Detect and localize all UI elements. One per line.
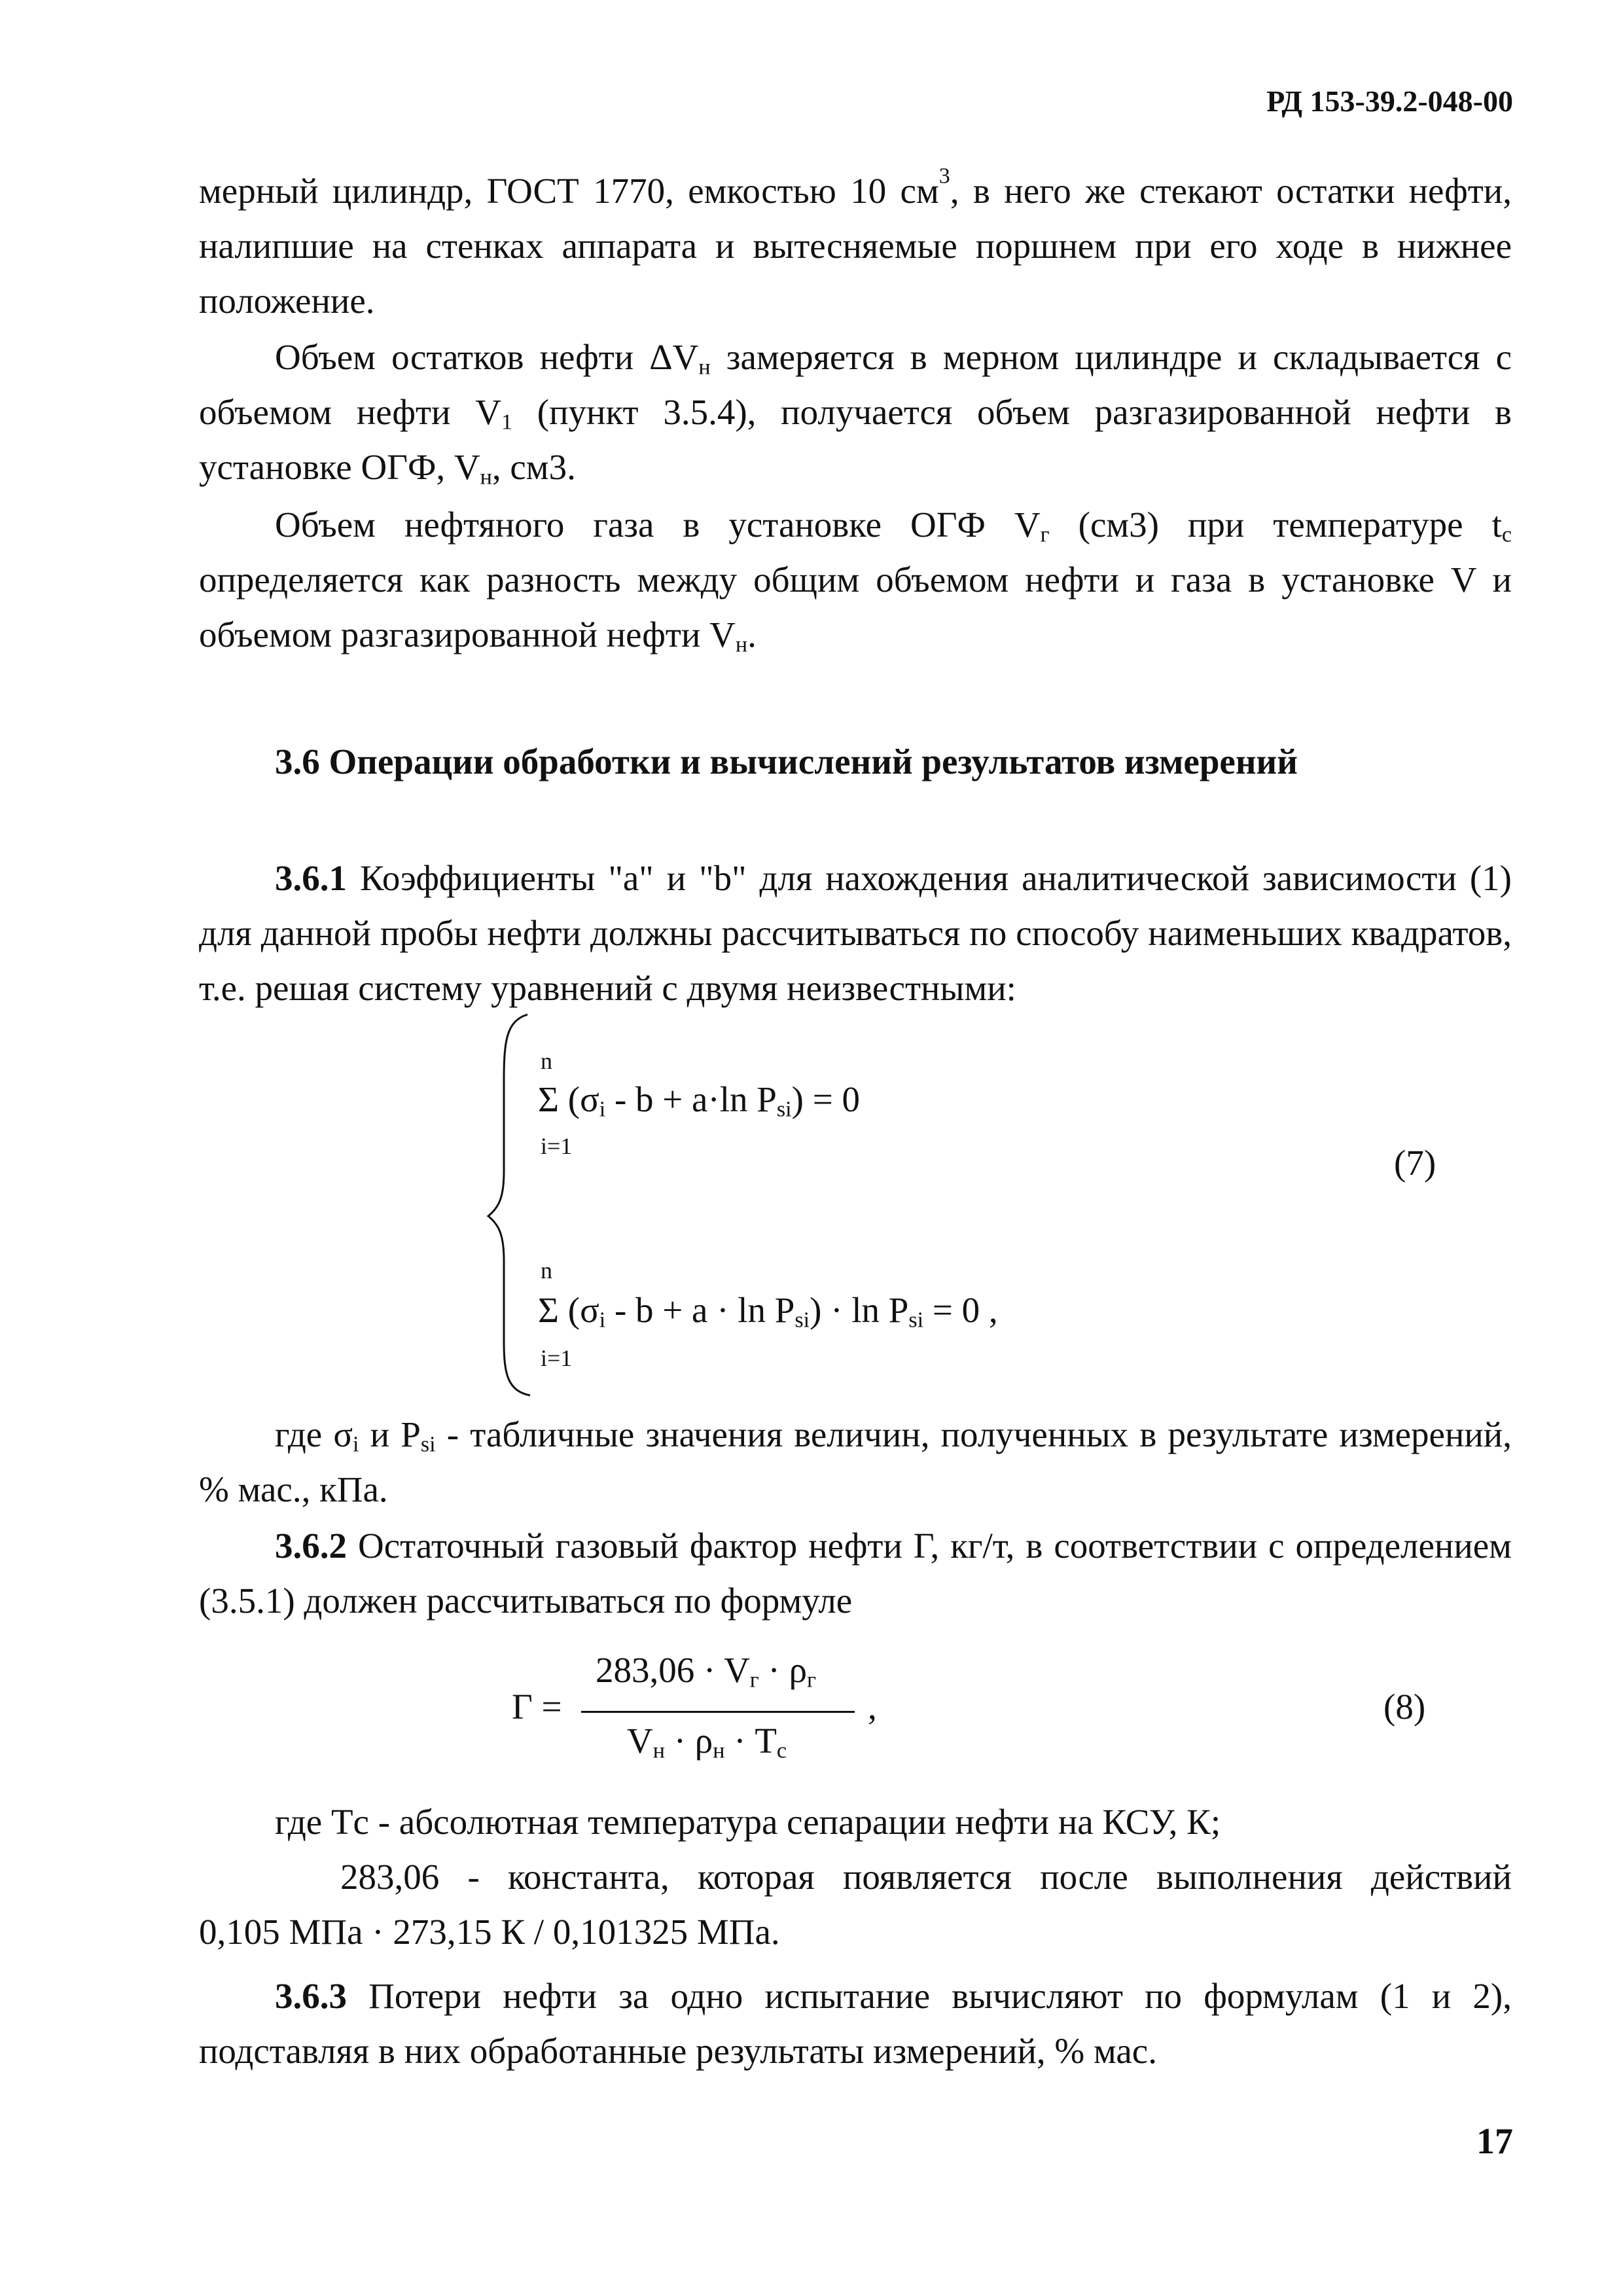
eq8-lhs: Г = <box>512 1687 562 1727</box>
eq7-l2b-sub: si <box>794 1308 810 1333</box>
eq8-den-c: · T <box>724 1721 777 1761</box>
eq8-num-a: 283,06 · V <box>596 1650 750 1690</box>
constant-explanation: 283,06 - константа, которая появляется после выполнения действий <box>340 1857 1512 1897</box>
clause-number: 3.6.3 <box>275 1976 347 2016</box>
w1-a-sub: i <box>353 1432 359 1457</box>
w1-b-sub: si <box>420 1432 436 1457</box>
clause-text: Коэффициенты "a" и "b" для нахождения аналитической зависимости (1) для данной пробы нефти должны рассчитываться по способу наименьших квадратов, т.е. решая систему уравнений с двумя неизвестными: <box>199 858 1512 1008</box>
eq8-den-a-sub: н <box>652 1738 665 1763</box>
fraction-bar <box>581 1711 855 1713</box>
eq7-l2b: - b + a · ln P <box>605 1290 795 1330</box>
w1-b: и P <box>359 1414 421 1454</box>
p3-a: Объем нефтяного газа в установке ОГФ V <box>275 505 1041 545</box>
eq8-num-b: · ρ <box>758 1650 808 1690</box>
eq8-num-a-sub: г <box>749 1668 759 1693</box>
p2-b: замеряется в мерном цилиндре и складывается с объемом нефти V <box>199 337 1512 432</box>
eq7-l2c-sub: si <box>908 1308 924 1333</box>
eq8-den-b-sub: н <box>713 1738 725 1763</box>
eq7-l2a-sub: i <box>599 1308 606 1333</box>
eq8-denominator <box>627 1720 787 1761</box>
constant-formula: 0,105 МПа · 273,15 К / 0,101325 МПа. <box>199 1912 780 1952</box>
paragraph-3-6-3 <box>199 1969 1512 2079</box>
eq7-lower-limit-2: i=1 <box>541 1345 573 1371</box>
document-code: РД 153-39.2-048-00 <box>1266 84 1513 118</box>
p3-b: (см3) при температуре t <box>1049 505 1502 545</box>
eq7-l1a-sub: i <box>599 1097 606 1122</box>
p3-b-sub: с <box>1501 522 1512 547</box>
p2-d: , см3. <box>491 447 576 487</box>
eq7-l2c: ) · ln P <box>810 1290 909 1330</box>
p2-c: (пункт 3.5.4), получается объем разгазированной нефти в установке ОГФ, V <box>199 392 1512 487</box>
clause-number: 3.6.1 <box>275 858 347 898</box>
eq8-numerator <box>596 1649 816 1691</box>
eq8-den-b: · ρ <box>664 1721 713 1761</box>
eq7-l2d: = 0 , <box>923 1290 998 1330</box>
eq7-number: (7) <box>1394 1143 1436 1183</box>
section-heading: 3.6 Операции обработки и вычислений результатов измерений <box>275 742 1298 781</box>
paragraph-3-6-1 <box>199 851 1512 1016</box>
eq7-l2a: Σ (σ <box>538 1290 599 1330</box>
eq7-upper-limit-1: n <box>541 1048 552 1074</box>
eq8-comma: , <box>868 1687 877 1727</box>
eq7-l1a: Σ (σ <box>538 1079 599 1119</box>
eq8-den-a: V <box>627 1721 653 1761</box>
p3-a-sub: г <box>1040 522 1050 547</box>
clause-number: 3.6.2 <box>275 1526 347 1566</box>
paragraph-gas-volume <box>199 497 1512 662</box>
p1-text: мерный цилиндр, ГОСТ 1770, емкостью 10 см <box>199 171 939 211</box>
p2-c-sub: н <box>480 465 492 490</box>
eq7-line-1 <box>538 1079 860 1120</box>
clause-text: Остаточный газовый фактор нефти Г, кг/т, в соответствии с определением (3.5.1) должен рассчитываться по формуле <box>199 1526 1512 1621</box>
system-brace <box>484 1008 537 1401</box>
p1-text2: , в него же стекают остатки нефти, налипшие на стенках аппарата и вытесняемые поршнем при его ходе в нижнее положение. <box>199 171 1512 321</box>
eq8-num-b-sub: г <box>807 1668 817 1693</box>
paragraph-oil-residue <box>199 330 1512 495</box>
p2-a: Объем остатков нефти ΔV <box>275 337 699 377</box>
page-number: 17 <box>1476 2121 1513 2162</box>
w1-a: где σ <box>275 1414 353 1454</box>
p1-sup: 3 <box>938 164 950 188</box>
where-tc-line: где Tс - абсолютная температура сепарации нефти на КСУ, К; <box>275 1802 1221 1842</box>
p3-c-sub: н <box>735 632 748 657</box>
eq8-den-c-sub: с <box>776 1738 787 1763</box>
eq7-lower-limit-1: i=1 <box>541 1133 573 1159</box>
eq7-l1c: ) = 0 <box>791 1079 860 1119</box>
w1-c: - табличные значения величин, полученных в результате измерений, % мас., кПа. <box>199 1414 1512 1509</box>
p2-b-sub: 1 <box>501 410 513 435</box>
p3-c: определяется как разность между общим объемом нефти и газа в установке V и объемом разгазированной нефти V <box>199 560 1512 655</box>
eq7-line-2 <box>538 1289 998 1331</box>
paragraph-3-6-2 <box>199 1518 1512 1628</box>
eq8-number: (8) <box>1383 1687 1426 1727</box>
paragraph-cylinder <box>199 164 1512 329</box>
clause-text: Потери нефти за одно испытание вычисляют по формулам (1 и 2), подставляя в них обработанные результаты измерений, % мас. <box>199 1976 1512 2071</box>
eq7-l1b-sub: si <box>776 1097 792 1122</box>
paragraph-where-sigma <box>199 1407 1512 1517</box>
p3-d: . <box>747 615 757 655</box>
eq7-l1b: - b + a·ln P <box>605 1079 777 1119</box>
eq7-upper-limit-2: n <box>541 1257 552 1283</box>
p2-a-sub: н <box>698 355 711 380</box>
